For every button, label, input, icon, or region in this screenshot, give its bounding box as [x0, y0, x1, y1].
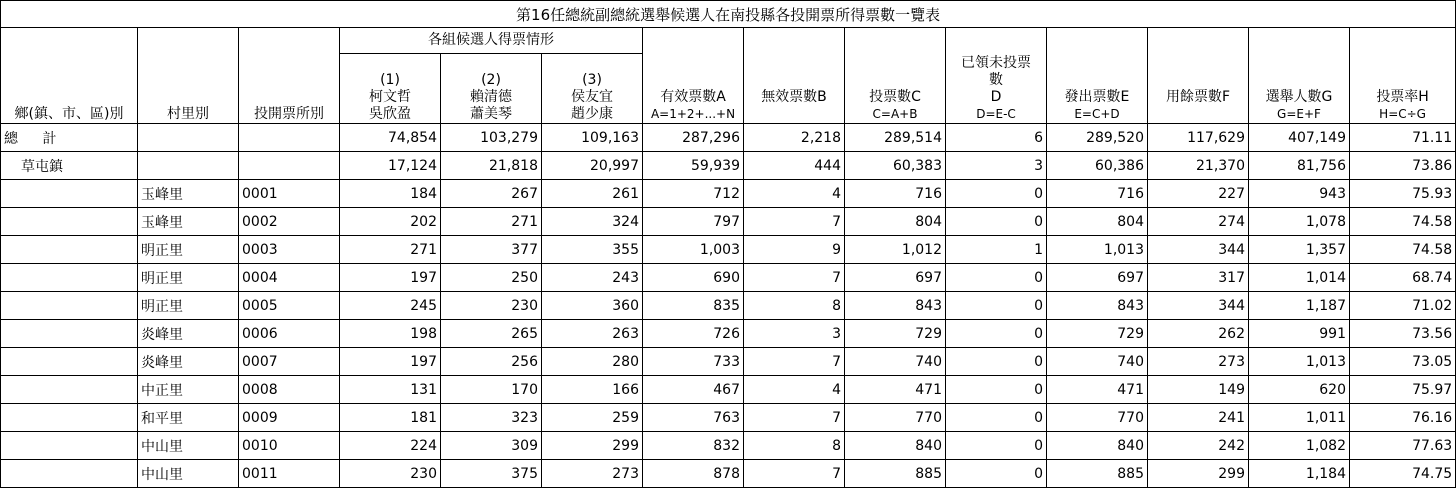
cell-votes-cast: 840: [845, 432, 946, 460]
cell-votes-candidate-3: 261: [542, 180, 643, 208]
cell-district: [1, 292, 138, 320]
cell-turnout-rate: 68.74: [1350, 264, 1456, 292]
cell-votes-cast: 697: [845, 264, 946, 292]
cell-station: 0005: [239, 292, 340, 320]
cell-valid-votes: 763: [643, 404, 744, 432]
cell-votes-candidate-2: 271: [441, 208, 542, 236]
cell-electors: 1,011: [1249, 404, 1350, 432]
cell-invalid-votes: 7: [744, 404, 845, 432]
table-title: 第16任總統副總統選舉候選人在南投縣各投開票所得票數一覽表: [1, 1, 1456, 28]
cell-electors: 620: [1249, 376, 1350, 404]
cell-votes-candidate-2: 230: [441, 292, 542, 320]
cell-votes-candidate-1: 245: [340, 292, 441, 320]
candidate-vice-president: 蕭美琴: [470, 106, 512, 122]
cell-station: [239, 124, 340, 152]
candidate-vice-president: 趙少康: [571, 106, 613, 122]
cell-electors: 943: [1249, 180, 1350, 208]
cell-invalid-votes: 8: [744, 432, 845, 460]
candidate-president: 賴清德: [470, 89, 512, 105]
cell-village: 炎峰里: [138, 348, 239, 376]
cell-valid-votes: 733: [643, 348, 744, 376]
cell-electors: 1,357: [1249, 236, 1350, 264]
cell-district: [1, 208, 138, 236]
cell-votes-cast: 885: [845, 460, 946, 488]
cell-district: 總 計: [1, 124, 138, 152]
cell-turnout-rate: 73.05: [1350, 348, 1456, 376]
cell-electors: 991: [1249, 320, 1350, 348]
cell-votes-cast: 770: [845, 404, 946, 432]
cell-village: [138, 152, 239, 180]
cell-turnout-rate: 74.75: [1350, 460, 1456, 488]
cell-district: [1, 236, 138, 264]
header-district: 鄉(鎮、市、區)別: [1, 28, 138, 124]
cell-station: 0010: [239, 432, 340, 460]
candidate-president: 柯文哲: [369, 89, 411, 105]
cell-turnout-rate: 75.97: [1350, 376, 1456, 404]
cell-turnout-rate: 73.56: [1350, 320, 1456, 348]
cell-unvoted-ballots: 6: [946, 124, 1047, 152]
cell-remaining-ballots: 227: [1148, 180, 1249, 208]
cell-votes-candidate-2: 265: [441, 320, 542, 348]
cell-votes-candidate-2: 375: [441, 460, 542, 488]
table-row: [1, 236, 1456, 264]
header-unvoted-formula: D=E-C: [976, 107, 1016, 121]
header-unvoted: [946, 28, 1047, 124]
cell-issued-ballots: 716: [1047, 180, 1148, 208]
cell-votes-candidate-2: 250: [441, 264, 542, 292]
cell-valid-votes: 59,939: [643, 152, 744, 180]
cell-station: 0011: [239, 460, 340, 488]
cell-issued-ballots: 289,520: [1047, 124, 1148, 152]
cell-votes-candidate-3: 20,997: [542, 152, 643, 180]
cell-village: 中山里: [138, 432, 239, 460]
candidate-president: 侯友宜: [571, 89, 613, 105]
cell-votes-candidate-3: 355: [542, 236, 643, 264]
cell-electors: 407,149: [1249, 124, 1350, 152]
header-issued: [1047, 28, 1148, 124]
header-candidate-3: [542, 54, 643, 124]
cell-votes-cast: 716: [845, 180, 946, 208]
cell-invalid-votes: 9: [744, 236, 845, 264]
cell-village: 中山里: [138, 460, 239, 488]
cell-invalid-votes: 444: [744, 152, 845, 180]
cell-station: 0007: [239, 348, 340, 376]
cell-village: 和平里: [138, 404, 239, 432]
header-cast: [845, 28, 946, 124]
cell-unvoted-ballots: 0: [946, 348, 1047, 376]
header-issued-label: 發出票數E: [1064, 89, 1130, 105]
cell-village: [138, 124, 239, 152]
cell-remaining-ballots: 262: [1148, 320, 1249, 348]
cell-invalid-votes: 4: [744, 180, 845, 208]
cell-unvoted-ballots: 0: [946, 180, 1047, 208]
header-station: 投開票所別: [239, 28, 340, 124]
table-row: [1, 180, 1456, 208]
cell-remaining-ballots: 241: [1148, 404, 1249, 432]
cell-district: [1, 404, 138, 432]
header-turnout-label: 投票率H: [1376, 89, 1429, 105]
cell-village: 玉峰里: [138, 208, 239, 236]
table-row: [1, 264, 1456, 292]
header-electors-formula: G=E+F: [1277, 107, 1321, 121]
cell-votes-candidate-1: 197: [340, 264, 441, 292]
cell-votes-candidate-1: 224: [340, 432, 441, 460]
cell-station: 0006: [239, 320, 340, 348]
cell-unvoted-ballots: 0: [946, 376, 1047, 404]
cell-votes-candidate-2: 323: [441, 404, 542, 432]
cell-issued-ballots: 471: [1047, 376, 1148, 404]
header-valid-formula: A=1+2+...+N: [650, 107, 736, 121]
cell-votes-candidate-1: 181: [340, 404, 441, 432]
cell-votes-candidate-1: 184: [340, 180, 441, 208]
cell-district: [1, 460, 138, 488]
cell-valid-votes: 690: [643, 264, 744, 292]
cell-issued-ballots: 729: [1047, 320, 1148, 348]
cell-district: [1, 264, 138, 292]
cell-invalid-votes: 7: [744, 348, 845, 376]
table-row: [1, 292, 1456, 320]
table-body: [1, 124, 1456, 488]
candidate-vice-president: 吳欣盈: [369, 106, 411, 122]
cell-votes-candidate-2: 309: [441, 432, 542, 460]
cell-electors: 1,014: [1249, 264, 1350, 292]
cell-votes-candidate-3: 280: [542, 348, 643, 376]
header-candidate-1: [340, 54, 441, 124]
table-row: [1, 152, 1456, 180]
cell-valid-votes: 712: [643, 180, 744, 208]
cell-station: [239, 152, 340, 180]
header-valid-label: 有效票數A: [660, 89, 726, 105]
cell-turnout-rate: 76.16: [1350, 404, 1456, 432]
cell-turnout-rate: 74.58: [1350, 236, 1456, 264]
cell-remaining-ballots: 274: [1148, 208, 1249, 236]
table-row: [1, 432, 1456, 460]
cell-votes-cast: 729: [845, 320, 946, 348]
cell-remaining-ballots: 317: [1148, 264, 1249, 292]
cell-remaining-ballots: 21,370: [1148, 152, 1249, 180]
cell-remaining-ballots: 117,629: [1148, 124, 1249, 152]
cell-votes-candidate-2: 256: [441, 348, 542, 376]
cell-electors: 1,184: [1249, 460, 1350, 488]
cell-invalid-votes: 4: [744, 376, 845, 404]
cell-votes-candidate-2: 103,279: [441, 124, 542, 152]
cell-station: 0004: [239, 264, 340, 292]
candidate-number: (2): [481, 72, 501, 88]
cell-station: 0002: [239, 208, 340, 236]
cell-unvoted-ballots: 0: [946, 208, 1047, 236]
cell-votes-candidate-3: 360: [542, 292, 643, 320]
cell-issued-ballots: 740: [1047, 348, 1148, 376]
header-cast-label: 投票數C: [869, 89, 921, 105]
cell-turnout-rate: 71.02: [1350, 292, 1456, 320]
cell-votes-candidate-3: 259: [542, 404, 643, 432]
cell-votes-candidate-3: 166: [542, 376, 643, 404]
cell-station: 0001: [239, 180, 340, 208]
header-valid: [643, 28, 744, 124]
cell-turnout-rate: 77.63: [1350, 432, 1456, 460]
cell-unvoted-ballots: 0: [946, 404, 1047, 432]
header-cast-formula: C=A+B: [872, 107, 918, 121]
cell-votes-cast: 740: [845, 348, 946, 376]
header-remaining: [1148, 28, 1249, 124]
cell-votes-candidate-3: 273: [542, 460, 643, 488]
cell-votes-candidate-2: 267: [441, 180, 542, 208]
cell-village: 炎峰里: [138, 320, 239, 348]
cell-invalid-votes: 3: [744, 320, 845, 348]
cell-electors: 81,756: [1249, 152, 1350, 180]
cell-issued-ballots: 770: [1047, 404, 1148, 432]
cell-valid-votes: 835: [643, 292, 744, 320]
cell-turnout-rate: 71.11: [1350, 124, 1456, 152]
cell-votes-candidate-1: 230: [340, 460, 441, 488]
table-row: [1, 208, 1456, 236]
header-invalid: [744, 28, 845, 124]
cell-electors: 1,013: [1249, 348, 1350, 376]
cell-valid-votes: 467: [643, 376, 744, 404]
table-row: [1, 124, 1456, 152]
cell-unvoted-ballots: 0: [946, 292, 1047, 320]
cell-district: [1, 432, 138, 460]
cell-invalid-votes: 2,218: [744, 124, 845, 152]
cell-station: 0009: [239, 404, 340, 432]
cell-votes-candidate-3: 109,163: [542, 124, 643, 152]
cell-votes-cast: 1,012: [845, 236, 946, 264]
cell-electors: 1,078: [1249, 208, 1350, 236]
cell-issued-ballots: 697: [1047, 264, 1148, 292]
cell-electors: 1,082: [1249, 432, 1350, 460]
cell-unvoted-ballots: 0: [946, 460, 1047, 488]
cell-valid-votes: 1,003: [643, 236, 744, 264]
cell-votes-cast: 471: [845, 376, 946, 404]
table-row: [1, 460, 1456, 488]
header-turnout-formula: H=C÷G: [1379, 107, 1426, 121]
cell-district: [1, 348, 138, 376]
cell-village: 玉峰里: [138, 180, 239, 208]
cell-valid-votes: 287,296: [643, 124, 744, 152]
cell-invalid-votes: 7: [744, 460, 845, 488]
cell-unvoted-ballots: 0: [946, 264, 1047, 292]
header-candidate-2: [441, 54, 542, 124]
cell-village: 明正里: [138, 236, 239, 264]
cell-votes-candidate-1: 202: [340, 208, 441, 236]
cell-remaining-ballots: 149: [1148, 376, 1249, 404]
cell-unvoted-ballots: 1: [946, 236, 1047, 264]
table-row: [1, 376, 1456, 404]
cell-votes-candidate-1: 131: [340, 376, 441, 404]
cell-votes-cast: 804: [845, 208, 946, 236]
cell-votes-candidate-3: 324: [542, 208, 643, 236]
cell-votes-cast: 843: [845, 292, 946, 320]
header-candidates-group: 各組候選人得票情形: [340, 28, 643, 54]
header-turnout: [1350, 28, 1456, 124]
cell-turnout-rate: 73.86: [1350, 152, 1456, 180]
cell-valid-votes: 878: [643, 460, 744, 488]
table-row: [1, 320, 1456, 348]
cell-district: 草屯鎮: [1, 152, 138, 180]
cell-remaining-ballots: 242: [1148, 432, 1249, 460]
cell-station: 0008: [239, 376, 340, 404]
cell-unvoted-ballots: 3: [946, 152, 1047, 180]
header-village: 村里別: [138, 28, 239, 124]
cell-votes-candidate-3: 263: [542, 320, 643, 348]
header-electors-label: 選舉人數G: [1265, 89, 1333, 105]
cell-issued-ballots: 885: [1047, 460, 1148, 488]
cell-votes-candidate-1: 17,124: [340, 152, 441, 180]
cell-district: [1, 180, 138, 208]
cell-issued-ballots: 843: [1047, 292, 1148, 320]
cell-issued-ballots: 840: [1047, 432, 1148, 460]
cell-issued-ballots: 60,386: [1047, 152, 1148, 180]
cell-remaining-ballots: 344: [1148, 236, 1249, 264]
cell-votes-candidate-2: 170: [441, 376, 542, 404]
candidate-number: (3): [582, 72, 602, 88]
cell-valid-votes: 832: [643, 432, 744, 460]
cell-remaining-ballots: 344: [1148, 292, 1249, 320]
header-electors: [1249, 28, 1350, 124]
cell-unvoted-ballots: 0: [946, 432, 1047, 460]
cell-turnout-rate: 75.93: [1350, 180, 1456, 208]
cell-votes-candidate-1: 198: [340, 320, 441, 348]
cell-village: 中正里: [138, 376, 239, 404]
cell-votes-cast: 289,514: [845, 124, 946, 152]
cell-votes-candidate-1: 74,854: [340, 124, 441, 152]
cell-invalid-votes: 7: [744, 264, 845, 292]
cell-issued-ballots: 804: [1047, 208, 1148, 236]
cell-unvoted-ballots: 0: [946, 320, 1047, 348]
cell-station: 0003: [239, 236, 340, 264]
cell-invalid-votes: 8: [744, 292, 845, 320]
cell-votes-candidate-3: 299: [542, 432, 643, 460]
cell-valid-votes: 726: [643, 320, 744, 348]
cell-votes-candidate-2: 21,818: [441, 152, 542, 180]
header-remaining-label: 用餘票數F: [1165, 89, 1231, 105]
cell-remaining-ballots: 299: [1148, 460, 1249, 488]
header-issued-formula: E=C+D: [1074, 107, 1120, 121]
header-unvoted-line1: 已領未投票: [961, 55, 1031, 71]
candidate-number: (1): [380, 72, 400, 88]
header-unvoted-line3: D: [990, 89, 1002, 105]
cell-village: 明正里: [138, 292, 239, 320]
header-unvoted-line2: 數: [989, 72, 1003, 88]
cell-votes-candidate-1: 271: [340, 236, 441, 264]
header-invalid-label: 無效票數B: [761, 89, 827, 105]
cell-votes-candidate-2: 377: [441, 236, 542, 264]
table-row: [1, 404, 1456, 432]
cell-turnout-rate: 74.58: [1350, 208, 1456, 236]
cell-village: 明正里: [138, 264, 239, 292]
cell-district: [1, 320, 138, 348]
cell-votes-cast: 60,383: [845, 152, 946, 180]
cell-issued-ballots: 1,013: [1047, 236, 1148, 264]
cell-votes-candidate-3: 243: [542, 264, 643, 292]
cell-remaining-ballots: 273: [1148, 348, 1249, 376]
cell-electors: 1,187: [1249, 292, 1350, 320]
cell-invalid-votes: 7: [744, 208, 845, 236]
table-row: [1, 348, 1456, 376]
cell-votes-candidate-1: 197: [340, 348, 441, 376]
cell-valid-votes: 797: [643, 208, 744, 236]
cell-district: [1, 376, 138, 404]
